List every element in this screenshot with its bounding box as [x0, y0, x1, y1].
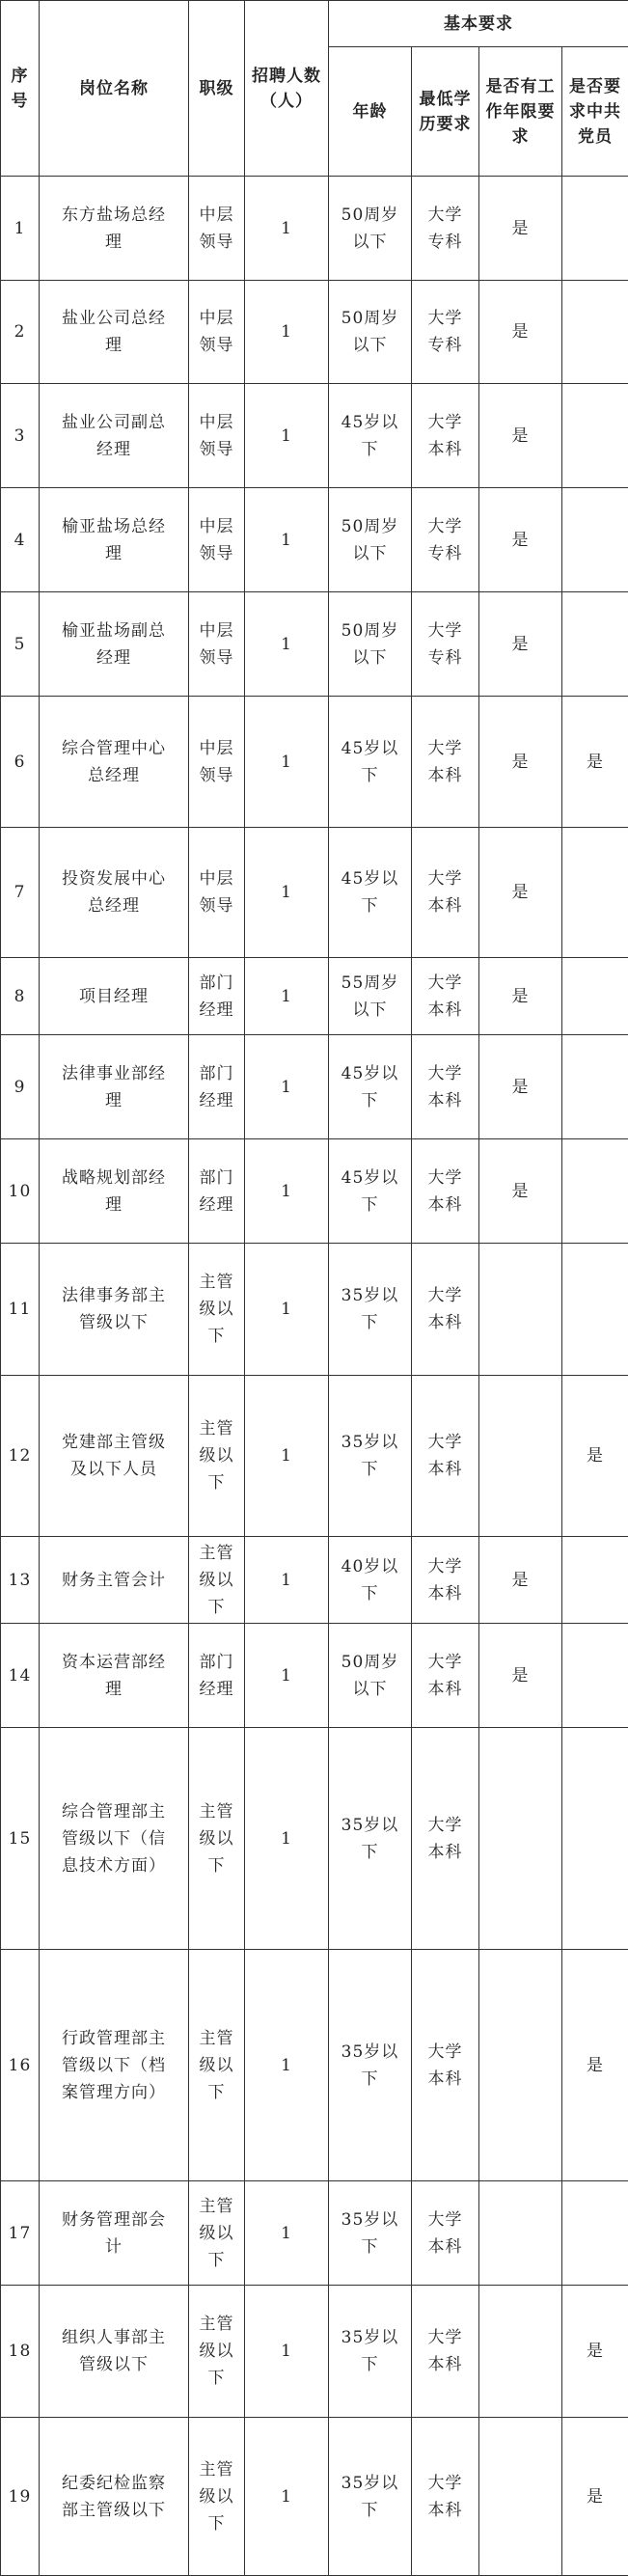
cell-education: 大学本科 [412, 2418, 479, 2576]
table-row [1, 488, 628, 592]
cell-education: 大学专科 [412, 592, 479, 697]
table-row [1, 2418, 628, 2576]
cell-level: 中层领导 [189, 697, 245, 828]
cell-headcount: 1 [245, 2286, 329, 2418]
cell-headcount: 1 [245, 958, 329, 1035]
cell-work-years: 是 [479, 177, 562, 281]
cell-no: 4 [1, 488, 40, 592]
cell-age: 35岁以下 [329, 2181, 412, 2286]
cell-no: 15 [1, 1728, 40, 1950]
cell-headcount: 1 [245, 488, 329, 592]
cell-age: 50周岁以下 [329, 281, 412, 384]
cell-work-years: 是 [479, 828, 562, 958]
header-education: 最低学历要求 [412, 47, 479, 177]
cell-position-name: 榆亚盐场总经理 [40, 488, 189, 592]
cell-level: 部门经理 [189, 1035, 245, 1139]
cell-work-years: 是 [479, 958, 562, 1035]
table-row [1, 1537, 628, 1624]
cell-position-name: 盐业公司副总经理 [40, 384, 189, 488]
table-row [1, 958, 628, 1035]
cell-position-name: 盐业公司总经理 [40, 281, 189, 384]
cell-age: 35岁以下 [329, 2286, 412, 2418]
cell-level: 主管级以下 [189, 1728, 245, 1950]
cell-education: 大学本科 [412, 828, 479, 958]
cell-position-name: 纪委纪检监察部主管级以下 [40, 2418, 189, 2576]
cell-age: 45岁以下 [329, 828, 412, 958]
cell-work-years: 是 [479, 1624, 562, 1728]
cell-level: 部门经理 [189, 958, 245, 1035]
table-header [1, 1, 628, 177]
cell-party-member [562, 828, 628, 958]
cell-headcount: 1 [245, 1139, 329, 1244]
header-name: 岗位名称 [40, 1, 189, 177]
table-row [1, 1244, 628, 1376]
cell-headcount: 1 [245, 1624, 329, 1728]
cell-no: 12 [1, 1376, 40, 1537]
table-row [1, 1728, 628, 1950]
cell-headcount: 1 [245, 281, 329, 384]
cell-work-years [479, 1950, 562, 2181]
cell-no: 2 [1, 281, 40, 384]
cell-age: 35岁以下 [329, 1728, 412, 1950]
cell-age: 50周岁以下 [329, 177, 412, 281]
table-row [1, 1624, 628, 1728]
cell-education: 大学本科 [412, 1376, 479, 1537]
cell-party-member [562, 958, 628, 1035]
cell-party-member [562, 488, 628, 592]
cell-no: 16 [1, 1950, 40, 2181]
cell-education: 大学专科 [412, 177, 479, 281]
cell-no: 11 [1, 1244, 40, 1376]
cell-level: 主管级以下 [189, 1537, 245, 1624]
cell-education: 大学本科 [412, 384, 479, 488]
cell-party-member [562, 1624, 628, 1728]
cell-party-member [562, 592, 628, 697]
table-row [1, 281, 628, 384]
cell-education: 大学专科 [412, 281, 479, 384]
cell-level: 主管级以下 [189, 1950, 245, 2181]
cell-position-name: 项目经理 [40, 958, 189, 1035]
cell-age: 45岁以下 [329, 697, 412, 828]
cell-level: 部门经理 [189, 1624, 245, 1728]
cell-party-member [562, 177, 628, 281]
cell-party-member: 是 [562, 1950, 628, 2181]
cell-education: 大学本科 [412, 1950, 479, 2181]
header-age: 年龄 [329, 47, 412, 177]
cell-position-name: 财务主管会计 [40, 1537, 189, 1624]
cell-no: 6 [1, 697, 40, 828]
cell-no: 3 [1, 384, 40, 488]
cell-party-member: 是 [562, 2418, 628, 2576]
cell-education: 大学本科 [412, 1244, 479, 1376]
cell-age: 45岁以下 [329, 384, 412, 488]
cell-position-name: 榆亚盐场副总经理 [40, 592, 189, 697]
cell-headcount: 1 [245, 1950, 329, 2181]
cell-no: 7 [1, 828, 40, 958]
cell-education: 大学本科 [412, 1624, 479, 1728]
cell-position-name: 战略规划部经理 [40, 1139, 189, 1244]
cell-no: 9 [1, 1035, 40, 1139]
cell-party-member [562, 2181, 628, 2286]
cell-age: 50周岁以下 [329, 488, 412, 592]
table-row [1, 1035, 628, 1139]
cell-education: 大学本科 [412, 2286, 479, 2418]
header-level: 职级 [189, 1, 245, 177]
cell-level: 中层领导 [189, 828, 245, 958]
cell-position-name: 行政管理部主管级以下（档案管理方向） [40, 1950, 189, 2181]
cell-party-member [562, 1244, 628, 1376]
cell-no: 5 [1, 592, 40, 697]
cell-level: 中层领导 [189, 384, 245, 488]
header-basic-requirements: 基本要求 [329, 1, 628, 47]
cell-work-years [479, 1244, 562, 1376]
cell-age: 35岁以下 [329, 1376, 412, 1537]
cell-education: 大学本科 [412, 1537, 479, 1624]
cell-education: 大学专科 [412, 488, 479, 592]
cell-age: 35岁以下 [329, 1244, 412, 1376]
cell-party-member [562, 281, 628, 384]
cell-level: 主管级以下 [189, 2418, 245, 2576]
table-row [1, 1376, 628, 1537]
cell-position-name: 东方盐场总经理 [40, 177, 189, 281]
cell-education: 大学本科 [412, 1035, 479, 1139]
cell-position-name: 投资发展中心总经理 [40, 828, 189, 958]
cell-party-member: 是 [562, 697, 628, 828]
table-row [1, 2286, 628, 2418]
cell-position-name: 组织人事部主管级以下 [40, 2286, 189, 2418]
cell-age: 50周岁以下 [329, 1624, 412, 1728]
cell-age: 35岁以下 [329, 2418, 412, 2576]
cell-party-member [562, 1728, 628, 1950]
cell-no: 18 [1, 2286, 40, 2418]
cell-no: 1 [1, 177, 40, 281]
cell-position-name: 财务管理部会计 [40, 2181, 189, 2286]
cell-work-years [479, 2286, 562, 2418]
cell-work-years: 是 [479, 1537, 562, 1624]
cell-party-member [562, 1035, 628, 1139]
cell-party-member: 是 [562, 2286, 628, 2418]
header-party-member: 是否要求中共党员 [562, 47, 628, 177]
cell-education: 大学本科 [412, 958, 479, 1035]
cell-headcount: 1 [245, 1376, 329, 1537]
table-row [1, 1950, 628, 2181]
cell-education: 大学本科 [412, 1728, 479, 1950]
table-row [1, 2181, 628, 2286]
cell-work-years: 是 [479, 488, 562, 592]
cell-age: 45岁以下 [329, 1139, 412, 1244]
cell-work-years [479, 2181, 562, 2286]
cell-position-name: 法律事务部主管级以下 [40, 1244, 189, 1376]
cell-level: 主管级以下 [189, 2286, 245, 2418]
table-row [1, 177, 628, 281]
cell-party-member [562, 1537, 628, 1624]
cell-level: 中层领导 [189, 592, 245, 697]
cell-position-name: 党建部主管级及以下人员 [40, 1376, 189, 1537]
cell-work-years: 是 [479, 384, 562, 488]
cell-education: 大学本科 [412, 697, 479, 828]
header-work-years: 是否有工作年限要求 [479, 47, 562, 177]
cell-headcount: 1 [245, 592, 329, 697]
cell-headcount: 1 [245, 1728, 329, 1950]
header-count: 招聘人数（人） [245, 1, 329, 177]
cell-work-years: 是 [479, 697, 562, 828]
cell-level: 主管级以下 [189, 1244, 245, 1376]
table-row [1, 384, 628, 488]
cell-no: 8 [1, 958, 40, 1035]
cell-no: 10 [1, 1139, 40, 1244]
cell-headcount: 1 [245, 1537, 329, 1624]
cell-level: 主管级以下 [189, 2181, 245, 2286]
cell-age: 40岁以下 [329, 1537, 412, 1624]
cell-no: 19 [1, 2418, 40, 2576]
cell-age: 50周岁以下 [329, 592, 412, 697]
cell-work-years: 是 [479, 592, 562, 697]
cell-no: 17 [1, 2181, 40, 2286]
cell-education: 大学本科 [412, 2181, 479, 2286]
cell-headcount: 1 [245, 2418, 329, 2576]
cell-education: 大学本科 [412, 1139, 479, 1244]
table-row [1, 1139, 628, 1244]
table-body [1, 177, 628, 2576]
cell-age: 35岁以下 [329, 1950, 412, 2181]
cell-age: 45岁以下 [329, 1035, 412, 1139]
cell-party-member [562, 384, 628, 488]
cell-work-years [479, 1728, 562, 1950]
cell-no: 14 [1, 1624, 40, 1728]
cell-headcount: 1 [245, 828, 329, 958]
cell-position-name: 综合管理部主管级以下（信息技术方面） [40, 1728, 189, 1950]
header-no: 序号 [1, 1, 40, 177]
cell-work-years: 是 [479, 1139, 562, 1244]
cell-party-member [562, 1139, 628, 1244]
cell-no: 13 [1, 1537, 40, 1624]
cell-position-name: 资本运营部经理 [40, 1624, 189, 1728]
cell-headcount: 1 [245, 2181, 329, 2286]
table-row [1, 828, 628, 958]
cell-work-years: 是 [479, 1035, 562, 1139]
cell-position-name: 法律事业部经理 [40, 1035, 189, 1139]
cell-headcount: 1 [245, 177, 329, 281]
cell-level: 主管级以下 [189, 1376, 245, 1537]
cell-position-name: 综合管理中心总经理 [40, 697, 189, 828]
cell-level: 中层领导 [189, 488, 245, 592]
cell-headcount: 1 [245, 1035, 329, 1139]
cell-level: 中层领导 [189, 281, 245, 384]
cell-work-years: 是 [479, 281, 562, 384]
cell-headcount: 1 [245, 697, 329, 828]
cell-age: 55周岁以下 [329, 958, 412, 1035]
cell-headcount: 1 [245, 1244, 329, 1376]
cell-headcount: 1 [245, 384, 329, 488]
cell-party-member: 是 [562, 1376, 628, 1537]
table-row [1, 697, 628, 828]
cell-work-years [479, 2418, 562, 2576]
cell-work-years [479, 1376, 562, 1537]
cell-level: 部门经理 [189, 1139, 245, 1244]
cell-level: 中层领导 [189, 177, 245, 281]
table-row [1, 592, 628, 697]
